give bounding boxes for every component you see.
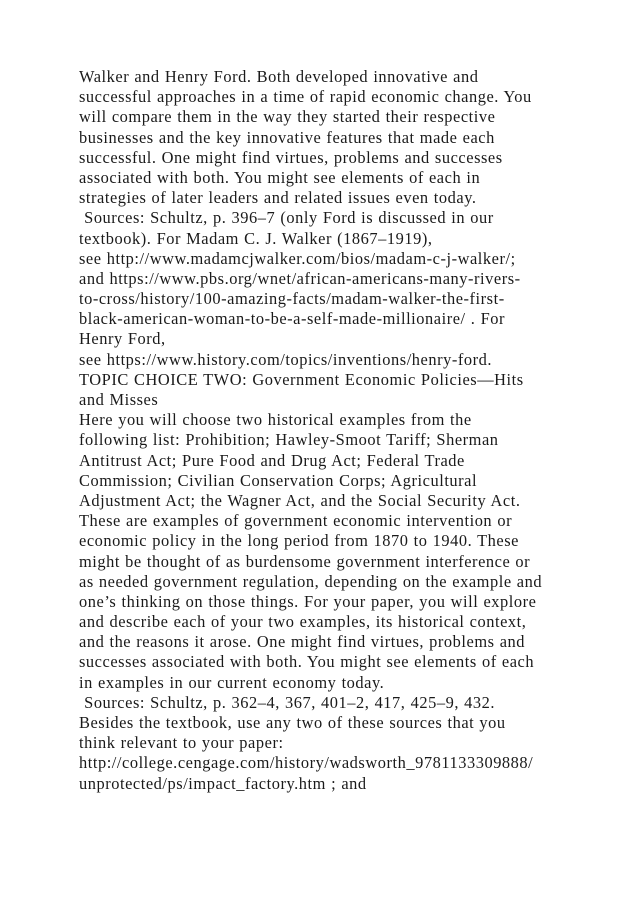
text-line: in examples in our current economy today. bbox=[79, 672, 385, 692]
text-line: might be thought of as burdensome government interference or bbox=[79, 551, 531, 571]
text-line: think relevant to your paper: bbox=[79, 733, 284, 753]
text-line: to-cross/history/100-amazing-facts/madam-walker-the-first- bbox=[79, 289, 505, 309]
text-line: Sources: Schultz, p. 362–4, 367, 401–2, 417, 425–9, 432. bbox=[79, 692, 496, 712]
text-line: businesses and the key innovative features that made each bbox=[79, 127, 495, 147]
text-line: Commission; Civilian Conservation Corps; Agricultural bbox=[79, 470, 478, 490]
text-line: associated with both. You might see elements of each in bbox=[79, 167, 481, 187]
text-line: will compare them in the way they started their respective bbox=[79, 107, 496, 127]
text-line: successful approaches in a time of rapid economic change. You bbox=[79, 87, 532, 107]
text-line: successful. One might find virtues, problems and successes bbox=[79, 147, 503, 167]
text-line: Walker and Henry Ford. Both developed innovative and bbox=[79, 67, 479, 86]
text-line: economic policy in the long period from 1870 to 1940. These bbox=[79, 531, 520, 551]
text-line: http://college.cengage.com/history/wadsworth_9781133309888/ bbox=[79, 753, 534, 773]
text-line: These are examples of government economic intervention or bbox=[79, 511, 513, 531]
text-line: Antitrust Act; Pure Food and Drug Act; Federal Trade bbox=[79, 450, 465, 470]
text-line: Here you will choose two historical examples from the bbox=[79, 410, 472, 430]
text-line: Adjustment Act; the Wagner Act, and the Social Security Act. bbox=[79, 490, 521, 510]
text-line: successes associated with both. You might see elements of each bbox=[79, 652, 535, 672]
text-line: TOPIC CHOICE TWO: Government Economic Policies—Hits bbox=[79, 369, 524, 389]
text-line: and https://www.pbs.org/wnet/african-americans-many-rivers- bbox=[79, 268, 521, 288]
text-line: black-american-woman-to-be-a-self-made-millionaire/ . For bbox=[79, 309, 506, 329]
text-line: and Misses bbox=[79, 390, 159, 409]
text-line: Besides the textbook, use any two of these sources that you bbox=[79, 713, 506, 732]
text-line: textbook). For Madam C. J. Walker (1867–1919), bbox=[79, 228, 433, 248]
text-line: following list: Prohibition; Hawley-Smoot Tariff; Sherman bbox=[79, 430, 499, 450]
text-line: as needed government regulation, depending on the example and bbox=[79, 571, 543, 591]
text-line: strategies of later leaders and related issues even today. bbox=[79, 188, 477, 208]
text-line: see http://www.madamcjwalker.com/bios/madam-c-j-walker/; bbox=[79, 248, 516, 268]
text-line: Sources: Schultz, p. 396–7 (only Ford is discussed in our bbox=[79, 208, 494, 228]
text-line: and describe each of your two examples, its historical context, bbox=[79, 612, 527, 632]
text-line: one’s thinking on those things. For your paper, you will explore bbox=[79, 591, 537, 611]
text-line: unprotected/ps/impact_factory.htm ; and bbox=[79, 773, 367, 793]
document-body bbox=[79, 67, 638, 794]
text-line: see https://www.history.com/topics/inventions/henry-ford. bbox=[79, 349, 493, 369]
text-line: and the reasons it arose. One might find virtues, problems and bbox=[79, 632, 526, 652]
text-line: Henry Ford, bbox=[79, 329, 166, 349]
